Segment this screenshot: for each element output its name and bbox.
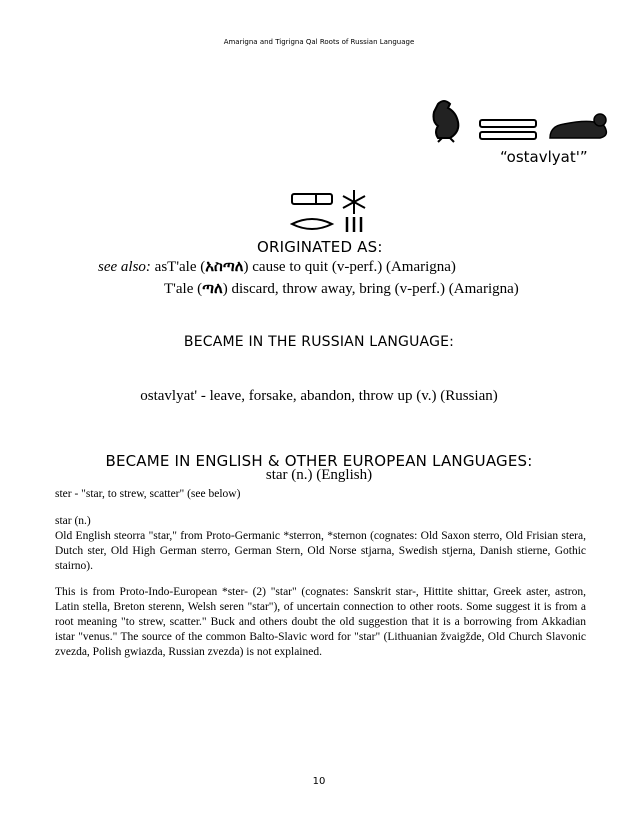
english-heading: BECAME IN ENGLISH & OTHER EUROPEAN LANGUAGES:	[105, 452, 533, 470]
plural-strokes-glyph	[347, 217, 361, 232]
see-also-line-1: see also: asT'ale (አስጣለ) cause to quit (v-perf.) (Amarigna)	[98, 259, 456, 275]
see-also-label: see also:	[98, 259, 151, 275]
russian-definition: ostavlyat' - leave, forsake, abandon, throw up (v.) (Russian)	[140, 388, 498, 404]
transliteration: “ostavlyat'”	[500, 148, 588, 166]
bread-loaf-glyph	[292, 194, 332, 204]
amharic-script-1: አስጣለ	[205, 259, 244, 275]
vulture-glyph	[434, 101, 459, 142]
etymology-paragraph-1: Old English steorra "star," from Proto-Germanic *sterron, *sternon (cognates: Old Saxon sterro, Old Frisian stera, Dutch ster, Old High German sterro, German Stern, Old Norse stjarna, Swedish stjerna, Danish stierne, Gothic stairno).	[55, 530, 586, 572]
mouth-glyph	[292, 219, 332, 229]
hieroglyph-middle-block	[290, 190, 376, 236]
originated-heading: ORIGINATED AS:	[257, 238, 383, 256]
page-number: 10	[312, 776, 326, 787]
amharic-script-2: ጣለ	[202, 281, 223, 297]
etymology-paragraph-2: This is from Proto-Indo-European *ster- (2) "star" (cognates: Sanskrit star-, Hittite shittar, Greek aster, astron, Latin stella, Breton sterenn, Welsh seren "star"), of uncertain connection to other roots. Some suggest it is from a root meaning "to strew, scatter." Buck and others doubt the old suggestion that it is a borrowing from Akkadian istar "venus." The source of the common Balto-Slavic word for "star" (Lithuanian žvaigžde, Old Church Slavonic zvezda, Polish gwiazda, Russian zvezda) is not explained.	[55, 586, 586, 658]
star-glyph	[343, 190, 365, 214]
hieroglyph-top-row	[428, 94, 614, 144]
page-header: Amarigna and Tigrigna Qal Roots of Russian Language	[223, 38, 415, 46]
root-meaning-1: cause to quit (v-perf.) (Amarigna)	[252, 259, 456, 275]
see-also-line-2: T'ale (ጣለ) discard, throw away, bring (v-perf.) (Amarigna)	[164, 281, 519, 297]
root-meaning-2: discard, throw away, bring (v-perf.) (Amarigna)	[231, 281, 519, 297]
russian-heading: BECAME IN THE RUSSIAN LANGUAGE:	[183, 334, 455, 350]
root-word-2: T'ale	[164, 281, 194, 297]
mouth-bars-glyph	[480, 120, 536, 139]
lion-glyph	[550, 114, 606, 138]
english-headword: star (n.) (English)	[265, 467, 373, 483]
ster-line: ster - "star, to strew, scatter" (see below)	[55, 488, 241, 500]
root-word-1: asT'ale	[154, 259, 197, 275]
star-label: star (n.)	[55, 515, 91, 527]
